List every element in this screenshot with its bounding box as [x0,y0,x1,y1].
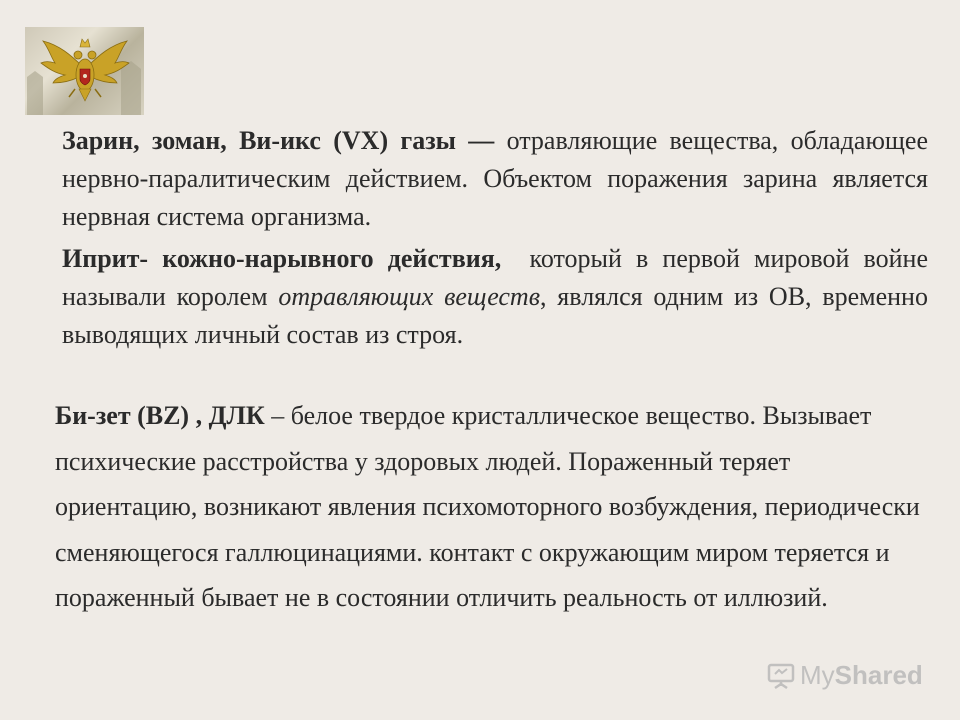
watermark-brand-my: My [800,659,835,690]
presentation-board-icon [766,660,796,690]
watermark-brand-shared: Shared [834,659,923,690]
paragraph-bz [55,393,935,621]
bz-bold-lead: Би-зет (BZ) , ДЛК [55,401,265,430]
yperite-text-after: , являлся одним из ОВ, временно выводящих личный состав из строя. [62,282,928,349]
paragraph-sarin [62,122,928,236]
yperite-italic: отравляющих веществ [278,282,540,311]
yperite-bold-lead: Иприт- кожно-нарывного действия, [62,244,502,273]
bz-description: – белое твердое кристаллическое вещество. Вызывает психические расстройства у здоровых людей. Пораженный теряет ориентацию, возникают явления психомоторного возбуждения, периодически сменяющегося галлюцинациями. контакт с окружающим миром теряется и пораженный бывает не в состоянии отличить реальность от иллюзий. [55,401,920,612]
sarin-description: отравляющие вещества, обладающее нервно-паралитическим действием. Объектом поражения зарина является нервная система организма. [62,126,928,231]
myshared-watermark [766,655,923,695]
yperite-text-before: который в первой мировой войне называли королем [62,244,935,311]
sarin-bold-lead: Зарин, зоман, Ви-икс (VX) газы — [62,126,495,155]
paragraph-yperite [62,240,935,354]
